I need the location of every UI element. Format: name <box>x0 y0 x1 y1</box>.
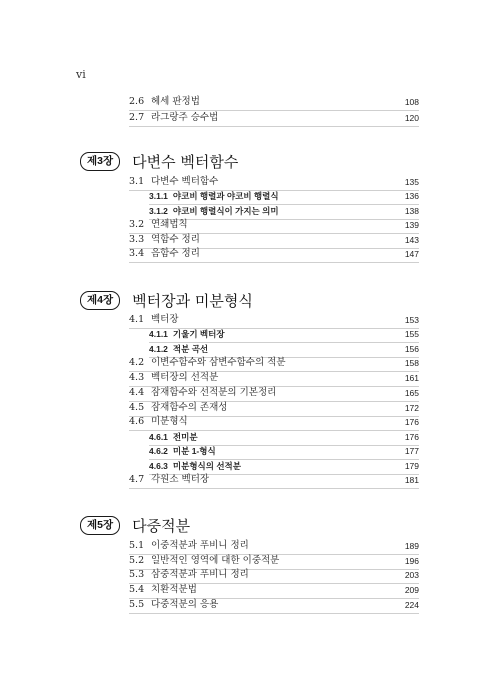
entry-number: 3.3 <box>129 234 145 245</box>
entry-page: 158 <box>404 358 419 368</box>
entry-title: 야코비 행렬과 야코비 행렬식 <box>172 191 279 201</box>
entry-page: 224 <box>404 600 419 610</box>
chapter-badge: 제5장 <box>80 516 120 535</box>
entry-page: 155 <box>404 329 419 339</box>
entry-title: 다중적분의 응용 <box>151 599 219 610</box>
entry-page: 176 <box>404 417 419 427</box>
entry-title: 야코비 행렬식이 가지는 의미 <box>172 206 279 216</box>
entry-page: 165 <box>404 388 419 398</box>
entry-page: 172 <box>404 403 419 413</box>
entry-number: 4.1.2 <box>149 344 168 354</box>
entry-title: 벡터장의 선적분 <box>151 372 219 383</box>
entry-title: 헤세 판정법 <box>151 96 200 107</box>
entry-title: 음함수 정리 <box>151 248 200 259</box>
entry-number: 4.6.1 <box>149 432 168 442</box>
entry-title: 일반적인 영역에 대한 이중적분 <box>151 555 280 566</box>
entry-page: 177 <box>404 446 419 456</box>
entry-page: 181 <box>404 475 419 485</box>
entry-number: 4.5 <box>129 402 145 413</box>
chapter-badge: 제4장 <box>80 291 120 310</box>
toc-entry[interactable] <box>129 246 419 263</box>
entry-number: 5.3 <box>129 569 145 580</box>
entry-title: 미분형식의 선적분 <box>172 461 241 471</box>
chapter-title: 다중적분 <box>132 517 191 535</box>
entry-title: 라그랑주 승수법 <box>151 112 219 123</box>
entry-number: 3.1.2 <box>149 206 168 216</box>
entry-number: 5.1 <box>129 540 145 551</box>
toc-entry[interactable] <box>129 597 419 614</box>
entry-number: 3.1.1 <box>149 191 168 201</box>
entry-title: 벡터장 <box>151 314 179 325</box>
toc-entry[interactable] <box>129 94 419 111</box>
entry-number: 4.1 <box>129 314 145 325</box>
chapter-title: 벡터장과 미분형식 <box>132 292 253 310</box>
entry-title: 적분 곡선 <box>172 344 209 354</box>
entry-page: 120 <box>404 113 419 123</box>
entry-title: 미분 1-형식 <box>172 446 216 456</box>
entry-page: 147 <box>404 249 419 259</box>
entry-number: 2.6 <box>129 96 145 107</box>
toc-entry[interactable] <box>129 472 419 489</box>
entry-page: 179 <box>404 461 419 471</box>
entry-title: 기울기 벡터장 <box>172 329 225 339</box>
entry-number: 4.3 <box>129 372 145 383</box>
entry-page: 138 <box>404 206 419 216</box>
entry-page: 189 <box>404 541 419 551</box>
entry-number: 4.6 <box>129 416 145 427</box>
entry-page: 203 <box>404 570 419 580</box>
entry-page: 108 <box>404 97 419 107</box>
entry-number: 5.2 <box>129 555 145 566</box>
entry-number: 5.4 <box>129 584 145 595</box>
entry-page: 156 <box>404 344 419 354</box>
entry-page: 139 <box>404 220 419 230</box>
entry-number: 2.7 <box>129 112 145 123</box>
page-number: vi <box>76 68 86 81</box>
entry-number: 4.2 <box>129 357 145 368</box>
entry-title: 삼중적분과 푸비니 정리 <box>151 569 249 580</box>
entry-page: 161 <box>404 373 419 383</box>
entry-title: 이중적분과 푸비니 정리 <box>151 540 249 551</box>
entry-page: 153 <box>404 315 419 325</box>
entry-title: 다변수 벡터함수 <box>151 176 219 187</box>
entry-number: 4.6.3 <box>149 461 168 471</box>
entry-number: 4.7 <box>129 474 145 485</box>
chapter-heading-5[interactable] <box>80 515 190 536</box>
chapter-title: 다변수 벡터함수 <box>132 153 239 171</box>
entry-title: 잠재함수의 존재성 <box>151 402 228 413</box>
entry-number: 5.5 <box>129 599 145 610</box>
entry-title: 연쇄법칙 <box>151 219 188 230</box>
entry-number: 3.4 <box>129 248 145 259</box>
entry-title: 이변수함수와 삼변수함수의 적분 <box>151 357 286 368</box>
entry-number: 4.4 <box>129 387 145 398</box>
entry-title: 전미분 <box>172 432 198 442</box>
entry-number: 4.1.1 <box>149 329 168 339</box>
chapter-heading-4[interactable] <box>80 290 253 311</box>
toc-entry[interactable] <box>129 110 419 127</box>
entry-title: 치환적분법 <box>151 584 197 595</box>
chapter-badge: 제3장 <box>80 152 120 171</box>
entry-page: 176 <box>404 432 419 442</box>
entry-page: 209 <box>404 585 419 595</box>
entry-page: 136 <box>404 191 419 201</box>
entry-page: 135 <box>404 177 419 187</box>
entry-title: 각원소 벡터장 <box>151 474 210 485</box>
chapter-heading-3[interactable] <box>80 151 238 172</box>
entry-title: 역함수 정리 <box>151 234 200 245</box>
entry-title: 잠재함수와 선적분의 기본정리 <box>151 387 277 398</box>
entry-number: 3.1 <box>129 176 145 187</box>
entry-number: 4.6.2 <box>149 446 168 456</box>
entry-page: 143 <box>404 235 419 245</box>
entry-title: 미분형식 <box>151 416 188 427</box>
entry-page: 196 <box>404 556 419 566</box>
entry-number: 3.2 <box>129 219 145 230</box>
